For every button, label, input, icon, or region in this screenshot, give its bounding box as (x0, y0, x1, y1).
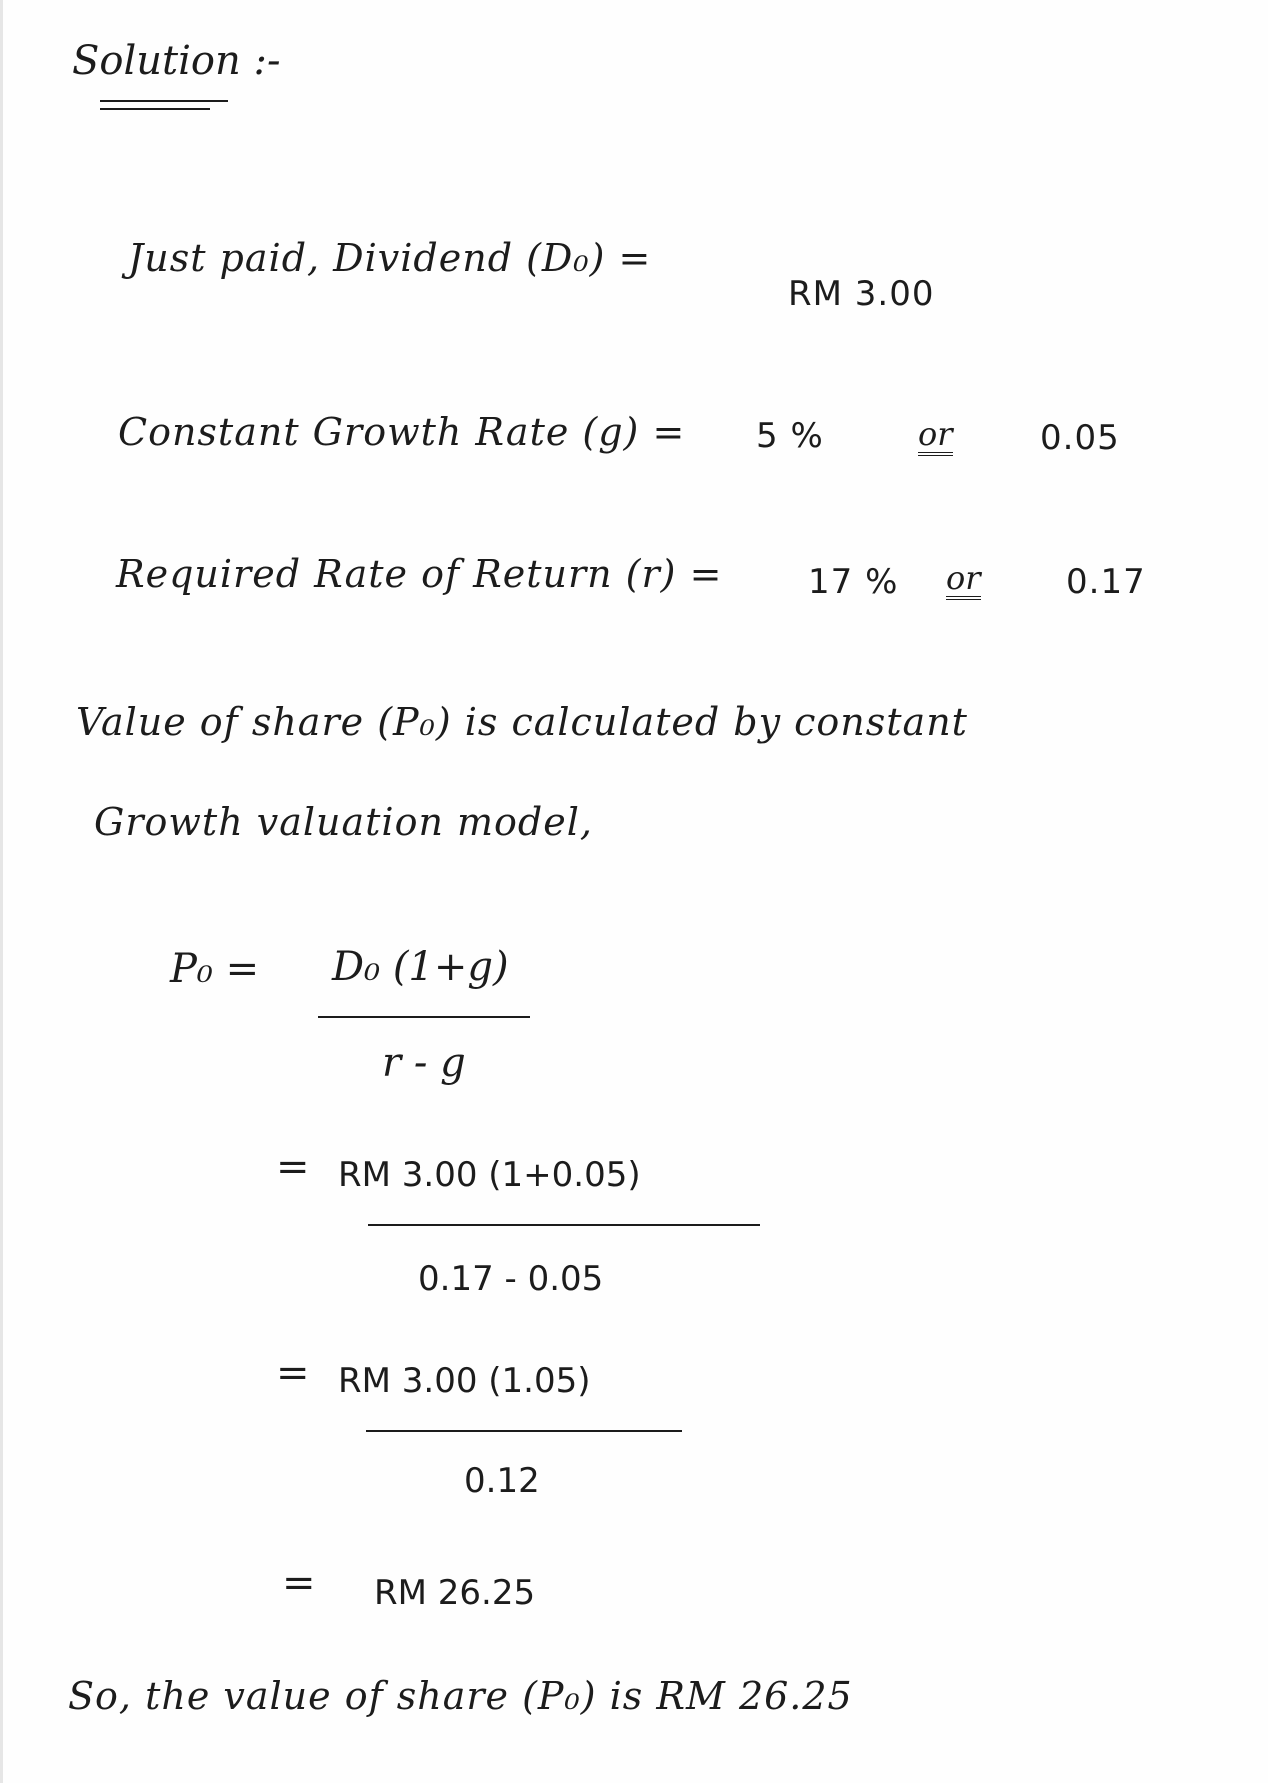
explanation-line-2: Growth valuation model, (94, 800, 593, 844)
formula-denominator: r - g (382, 1040, 466, 1086)
growth-decimal: 0.05 (1040, 418, 1120, 458)
return-percent: 17 % (808, 562, 899, 602)
formula-numerator: D₀ (1+g) (332, 944, 509, 990)
step2-equals: = (276, 1350, 310, 1396)
dividend-label: Just paid, Dividend (D₀) = (128, 236, 652, 280)
given-return-line (116, 552, 722, 596)
result-value: RM 26.25 (374, 1573, 536, 1613)
growth-label: Constant Growth Rate (g) = (118, 410, 686, 454)
result-equals: = (282, 1560, 316, 1606)
step2-fraction-bar (366, 1430, 682, 1432)
growth-percent: 5 % (756, 416, 824, 456)
step2-numerator: RM 3.00 (1.05) (338, 1361, 591, 1401)
step1-fraction-bar (368, 1224, 760, 1226)
given-growth-line (118, 410, 685, 454)
return-decimal: 0.17 (1066, 562, 1146, 602)
formula-lhs: P₀ = (170, 946, 260, 992)
growth-or: or (918, 418, 953, 456)
return-or: or (946, 562, 981, 600)
solution-heading: Solution :- (72, 38, 281, 84)
heading-underline-1 (100, 100, 228, 102)
dividend-value: RM 3.00 (788, 274, 935, 314)
step1-denominator: 0.17 - 0.05 (418, 1259, 604, 1299)
paper-edge (0, 0, 3, 1783)
given-dividend-line (128, 236, 651, 280)
explanation-line-1: Value of share (P₀) is calculated by constant (76, 700, 968, 744)
step1-equals: = (276, 1144, 310, 1190)
step2-denominator: 0.12 (464, 1461, 540, 1501)
heading-underline-2 (100, 108, 210, 110)
formula-fraction-bar (318, 1016, 530, 1018)
conclusion-line: So, the value of share (P₀) is RM 26.25 (68, 1674, 853, 1718)
step1-numerator: RM 3.00 (1+0.05) (338, 1155, 641, 1195)
return-label: Required Rate of Return (r) = (116, 552, 723, 596)
